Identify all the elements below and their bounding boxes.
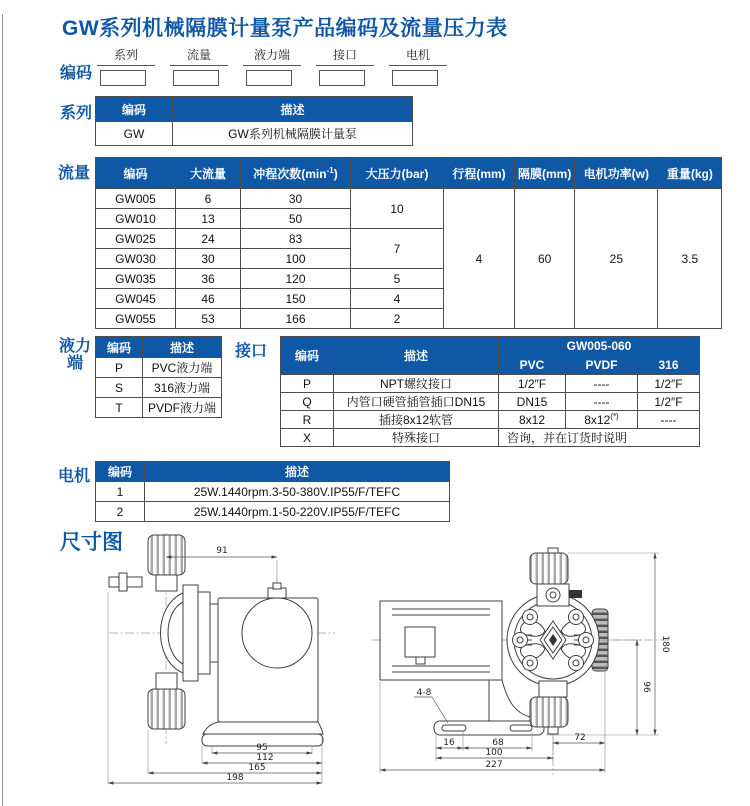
page-left-border bbox=[2, 14, 3, 806]
flange-plate bbox=[198, 592, 210, 674]
column-header: 冲程次数$(\min^{-1})$ bbox=[241, 158, 351, 189]
table-row bbox=[96, 482, 450, 502]
motor-body bbox=[380, 601, 502, 680]
table-cell: GW025 bbox=[96, 229, 176, 249]
column-header: 编码 bbox=[96, 462, 145, 482]
coding-diagram bbox=[97, 46, 447, 86]
table-cell: 83 bbox=[241, 229, 351, 249]
table-row bbox=[96, 378, 222, 398]
page-title: GW系列机械隔膜计量泵产品编码及流量压力表 bbox=[62, 17, 508, 40]
table-row bbox=[281, 429, 700, 447]
table-cell: 8x12(*) bbox=[566, 411, 638, 429]
support-bracket bbox=[502, 680, 530, 721]
coding-field-box bbox=[100, 70, 146, 86]
coding-field-box bbox=[319, 70, 365, 86]
interface-section-label: 接口 bbox=[235, 343, 268, 360]
series-section-label: 系列 bbox=[60, 105, 93, 122]
dimension-label: 72 bbox=[574, 733, 586, 743]
column-header: 编码 bbox=[96, 337, 143, 358]
table-cell: 4 bbox=[351, 289, 444, 309]
table-cell: 1/2″F bbox=[638, 375, 700, 393]
table-cell: 1/2″F bbox=[499, 375, 566, 393]
coding-field-label: 电机 bbox=[389, 46, 447, 66]
motor-fan-cover bbox=[242, 598, 312, 668]
table-cell: 2 bbox=[96, 502, 145, 522]
table-cell: 6 bbox=[176, 189, 241, 209]
table-cell: GW010 bbox=[96, 209, 176, 229]
column-header: 描述 bbox=[334, 337, 499, 375]
table-cell: 3.5 bbox=[658, 189, 722, 329]
table-cell: P bbox=[281, 375, 334, 393]
bottom-valve-knob bbox=[530, 697, 568, 727]
table-cell: 7 bbox=[351, 229, 444, 269]
coding-field-label: 流量 bbox=[170, 46, 228, 66]
column-header: 编码 bbox=[96, 97, 173, 122]
dimension-label: 227 bbox=[485, 760, 503, 770]
coding-field-label: 液力端 bbox=[243, 46, 301, 66]
dimension-label: 16 bbox=[443, 738, 455, 748]
table-cell: 25W.1440rpm.3-50-380V.IP55/F/TEFC bbox=[145, 482, 450, 502]
flow-table bbox=[95, 157, 722, 329]
table-cell: 150 bbox=[241, 289, 351, 309]
motor-table bbox=[95, 461, 450, 522]
base-flare bbox=[203, 722, 323, 734]
table-cell: 内管口硬管插管插口DN15 bbox=[334, 393, 499, 411]
table-row bbox=[281, 375, 700, 393]
series-table bbox=[95, 96, 413, 146]
column-header: 大压力(bar) bbox=[351, 158, 444, 189]
table-cell: GW030 bbox=[96, 249, 176, 269]
column-header: 描述 bbox=[143, 337, 222, 358]
table-cell: Q bbox=[281, 393, 334, 411]
table-cell: NPT螺纹接口 bbox=[334, 375, 499, 393]
dimension-label: 100 bbox=[485, 748, 503, 758]
top-valve-knob bbox=[148, 535, 185, 575]
column-header: 重量(kg) bbox=[658, 158, 722, 189]
table-cell: 30 bbox=[241, 189, 351, 209]
table-row bbox=[96, 358, 222, 378]
column-header: PVDF bbox=[566, 356, 638, 375]
table-cell: 1 bbox=[96, 482, 145, 502]
column-header: 编码 bbox=[281, 337, 334, 375]
table-cell: GW035 bbox=[96, 269, 176, 289]
hydraulic-table bbox=[95, 336, 222, 418]
table-row bbox=[96, 122, 413, 146]
table-cell: T bbox=[96, 398, 143, 418]
table-row bbox=[96, 398, 222, 418]
column-header: PVC bbox=[499, 356, 566, 375]
terminal-box bbox=[405, 627, 435, 657]
table-cell: 特殊接口 bbox=[334, 429, 499, 447]
table-cell: 插接8x12软管 bbox=[334, 411, 499, 429]
pump-side-view-drawing bbox=[95, 532, 340, 790]
table-cell: GW系列机械隔膜计量泵 bbox=[173, 122, 413, 146]
table-cell: 13 bbox=[176, 209, 241, 229]
coding-field-box bbox=[246, 70, 292, 86]
column-header-group: GW005-060 bbox=[499, 337, 700, 356]
table-cell: PVDF液力端 bbox=[143, 398, 222, 418]
bottom-knob-nub bbox=[548, 727, 558, 734]
coding-section-label: 编码 bbox=[60, 65, 93, 82]
table-cell: P bbox=[96, 358, 143, 378]
table-cell: X bbox=[281, 429, 334, 447]
table-cell: GW bbox=[96, 122, 173, 146]
table-cell: GW055 bbox=[96, 309, 176, 329]
table-cell: GW045 bbox=[96, 289, 176, 309]
coding-unit-flow bbox=[170, 46, 228, 86]
top-valve-knob bbox=[530, 553, 568, 584]
bottom-valve-neck bbox=[156, 673, 177, 689]
table-cell: 60 bbox=[515, 189, 575, 329]
table-cell: GW005 bbox=[96, 189, 176, 209]
adapter-ring bbox=[210, 604, 218, 662]
mounting-slot bbox=[442, 725, 466, 731]
dimension-label: 180 bbox=[660, 635, 670, 653]
bottom-valve-body bbox=[539, 681, 567, 697]
table-cell: DN15 bbox=[499, 393, 566, 411]
table-row bbox=[96, 189, 722, 209]
column-header: 描述 bbox=[145, 462, 450, 482]
table-cell: 30 bbox=[176, 249, 241, 269]
dimension-label: 96 bbox=[641, 681, 651, 693]
table-row bbox=[281, 393, 700, 411]
table-cell: 4 bbox=[444, 189, 515, 329]
table-cell: ---- bbox=[638, 411, 700, 429]
column-header: 隔膜(mm) bbox=[515, 158, 575, 189]
motor-cap-nub bbox=[273, 583, 281, 589]
dimension-label: 112 bbox=[256, 753, 274, 763]
coding-unit-series bbox=[97, 46, 155, 86]
table-cell: 1/2″F bbox=[638, 393, 700, 411]
top-valve-nut bbox=[546, 588, 560, 602]
hydraulic-label-line2: 端 bbox=[66, 355, 83, 372]
top-valve-neck bbox=[156, 575, 177, 591]
hydraulic-section-label bbox=[56, 338, 94, 372]
hydraulic-label-line1: 液力 bbox=[58, 338, 91, 355]
vent-valve bbox=[569, 590, 582, 598]
table-cell: R bbox=[281, 411, 334, 429]
top-knob-stem bbox=[548, 548, 558, 553]
table-cell: 2 bbox=[351, 309, 444, 329]
table-cell: 166 bbox=[241, 309, 351, 329]
column-header: 行程(mm) bbox=[444, 158, 515, 189]
dimension-label: 68 bbox=[492, 738, 504, 748]
interface-table bbox=[280, 336, 700, 447]
dimension-label: 165 bbox=[248, 763, 266, 773]
column-header: 316 bbox=[638, 356, 700, 375]
coding-field-box bbox=[173, 70, 219, 86]
dimensions-section-label: 尺寸图 bbox=[60, 531, 123, 554]
table-cell: 46 bbox=[176, 289, 241, 309]
column-header: 描述 bbox=[173, 97, 413, 122]
hole-callout-label: 4-8 bbox=[416, 688, 432, 698]
inlet-flange bbox=[119, 573, 127, 591]
terminal-box-nub bbox=[416, 657, 425, 664]
coding-field-box bbox=[392, 70, 438, 86]
table-cell: 100 bbox=[241, 249, 351, 269]
coding-unit-interface bbox=[316, 46, 374, 86]
table-cell: 8x12 bbox=[499, 411, 566, 429]
table-cell: 316液力端 bbox=[143, 378, 222, 398]
table-cell: ---- bbox=[566, 393, 638, 411]
coding-field-label: 接口 bbox=[316, 46, 374, 66]
table-cell: 25W.1440rpm.1-50-220V.IP55/F/TEFC bbox=[145, 502, 450, 522]
table-row bbox=[96, 502, 450, 522]
dimension-label: 95 bbox=[256, 743, 268, 753]
table-cell: 咨询，并在订货时说明 bbox=[499, 429, 700, 447]
table-cell: 24 bbox=[176, 229, 241, 249]
motor-section-label: 电机 bbox=[58, 468, 91, 485]
table-cell: PVC液力端 bbox=[143, 358, 222, 378]
column-header: 电机功率(w) bbox=[575, 158, 658, 189]
table-cell: 120 bbox=[241, 269, 351, 289]
coding-field-label: 系列 bbox=[97, 46, 155, 66]
flow-section-label: 流量 bbox=[58, 165, 91, 182]
table-cell: ---- bbox=[566, 375, 638, 393]
table-cell: 25 bbox=[575, 189, 658, 329]
table-cell: 10 bbox=[351, 189, 444, 229]
column-header: 编码 bbox=[96, 158, 176, 189]
table-cell: 36 bbox=[176, 269, 241, 289]
bottom-valve-knob bbox=[148, 689, 185, 729]
table-cell: 5 bbox=[351, 269, 444, 289]
dimension-label: 91 bbox=[216, 546, 228, 556]
diaphragm-head bbox=[161, 593, 184, 673]
table-row bbox=[281, 411, 700, 429]
mounting-slot bbox=[510, 725, 532, 731]
pump-front-view-drawing bbox=[372, 545, 712, 790]
table-cell: 53 bbox=[176, 309, 241, 329]
column-header: 大流量 bbox=[176, 158, 241, 189]
dimension-label: 198 bbox=[226, 773, 244, 783]
table-cell: 50 bbox=[241, 209, 351, 229]
head-flange bbox=[183, 585, 198, 681]
coding-unit-hydraulic bbox=[243, 46, 301, 86]
coding-unit-motor bbox=[389, 46, 447, 86]
table-cell: S bbox=[96, 378, 143, 398]
